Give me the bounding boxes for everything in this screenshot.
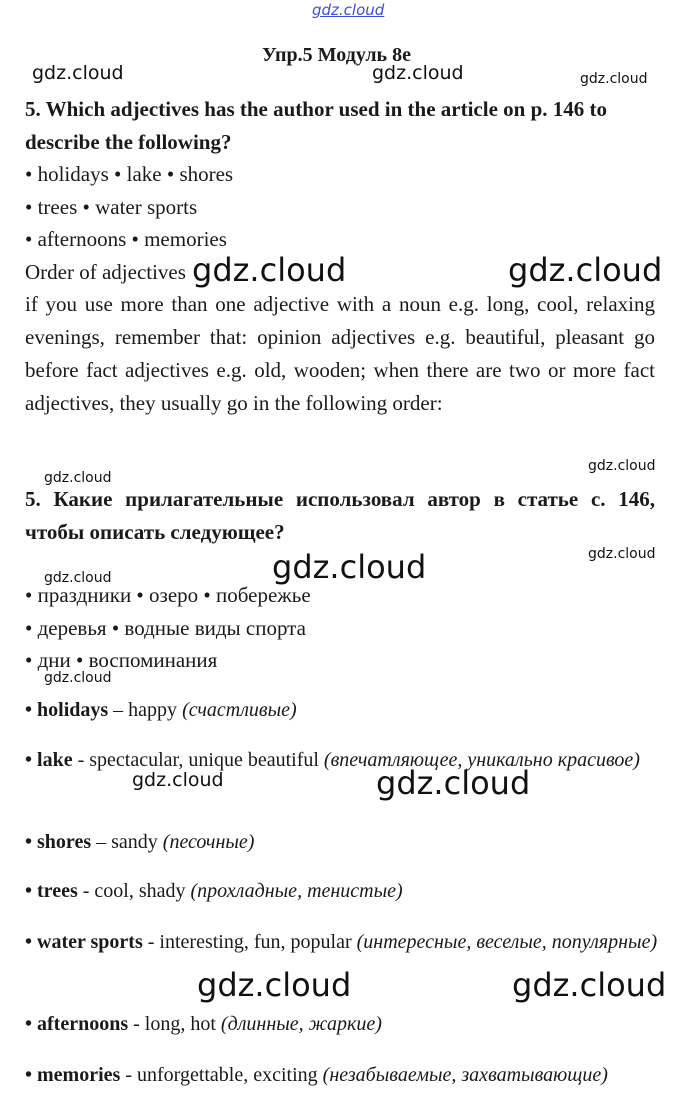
page-title: Упр.5 Модуль 8e (262, 44, 412, 66)
answer-water-sports (25, 926, 663, 959)
answer-term: water sports (37, 931, 143, 953)
watermark-link[interactable]: gdz.cloud (312, 1, 385, 19)
watermark: gdz.cloud (272, 548, 427, 586)
answer-afternoons (25, 1013, 382, 1036)
answer-separator: – (91, 831, 112, 853)
answer-term: memories (37, 1064, 121, 1086)
watermark: gdz.cloud (508, 251, 663, 289)
answer-adjectives: unforgettable, exciting (136, 1064, 318, 1086)
answer-term: lake (37, 749, 73, 771)
watermark: gdz.cloud (44, 670, 112, 686)
answer-bullet: • (25, 1064, 33, 1086)
watermark: gdz.cloud (192, 251, 347, 289)
answer-bullet: • (25, 931, 33, 953)
list-item: • holidays • lake • shores (25, 162, 234, 186)
answer-holidays (25, 699, 297, 722)
answer-bullet: • (25, 699, 33, 721)
watermark: gdz.cloud (512, 966, 667, 1004)
answer-term: holidays (37, 699, 109, 721)
answer-bullet: • (25, 831, 33, 853)
watermark: gdz.cloud (376, 764, 531, 802)
answer-translation: (прохладные, тенистые) (190, 880, 403, 902)
answer-separator: - (72, 749, 90, 771)
answer-adjectives: happy (128, 699, 178, 721)
answer-trees (25, 880, 403, 903)
answer-term: trees (37, 880, 78, 902)
watermark: gdz.cloud (588, 458, 656, 474)
answer-adjectives: spectacular, unique beautiful (89, 749, 319, 771)
watermark: gdz.cloud (132, 769, 224, 791)
answer-lake (25, 744, 663, 777)
order-paragraph: if you use more than one adjective with a noun e.g. long, cool, relaxing evenings, remember that: opinion adjectives e.g. beautiful, pleasant go before fact adjectives e.g. old, wooden; when there are two or more fact adjectives, they usually go in the following order: (25, 292, 655, 415)
watermark: gdz.cloud (580, 71, 648, 87)
answer-separator: - (142, 931, 160, 953)
list-item: • праздники • озеро • побережье (25, 583, 311, 607)
watermark: gdz.cloud (372, 62, 464, 84)
order-heading: Order of adjectives (25, 260, 186, 284)
answer-memories (25, 1064, 608, 1087)
list-item: • trees • water sports (25, 195, 198, 219)
answer-bullet: • (25, 749, 33, 771)
answer-bullet: • (25, 880, 33, 902)
answer-translation: (счастливые) (182, 699, 297, 721)
answer-translation: (длинные, жаркие) (220, 1013, 382, 1035)
list-item: • деревья • водные виды спорта (25, 616, 306, 640)
watermark: gdz.cloud (44, 570, 112, 586)
question-en-line1: 5. Which adjectives has the author used in the article on p. 146 to (25, 97, 607, 121)
watermark: gdz.cloud (197, 966, 352, 1004)
watermark: gdz.cloud (44, 470, 112, 486)
answer-separator: - (120, 1064, 137, 1086)
answer-bullet: • (25, 1013, 33, 1035)
answer-translation: (интересные, веселые, популярные) (356, 931, 658, 953)
answer-translation: (впечатляющее, уникально красивое) (323, 749, 640, 771)
answer-shores (25, 831, 254, 854)
answer-separator: - (77, 880, 95, 902)
answer-adjectives: long, hot (144, 1013, 216, 1035)
answer-term: shores (37, 831, 92, 853)
answer-separator: - (128, 1013, 145, 1035)
answer-separator: – (108, 699, 129, 721)
answer-adjectives: cool, shady (94, 880, 186, 902)
answer-adjectives: interesting, fun, popular (159, 931, 352, 953)
watermark: gdz.cloud (588, 546, 656, 562)
list-item: • afternoons • memories (25, 227, 227, 251)
watermark: gdz.cloud (32, 62, 124, 84)
answer-translation: (незабываемые, захватывающие) (322, 1064, 608, 1086)
answer-translation: (песочные) (162, 831, 255, 853)
question-ru: 5. Какие прилагательные использовал автор в статье с. 146, чтобы описать следующее? (25, 487, 655, 544)
answer-adjectives: sandy (111, 831, 158, 853)
answer-term: afternoons (37, 1013, 129, 1035)
question-en-line2: describe the following? (25, 130, 232, 154)
list-item: • дни • воспоминания (25, 648, 218, 672)
